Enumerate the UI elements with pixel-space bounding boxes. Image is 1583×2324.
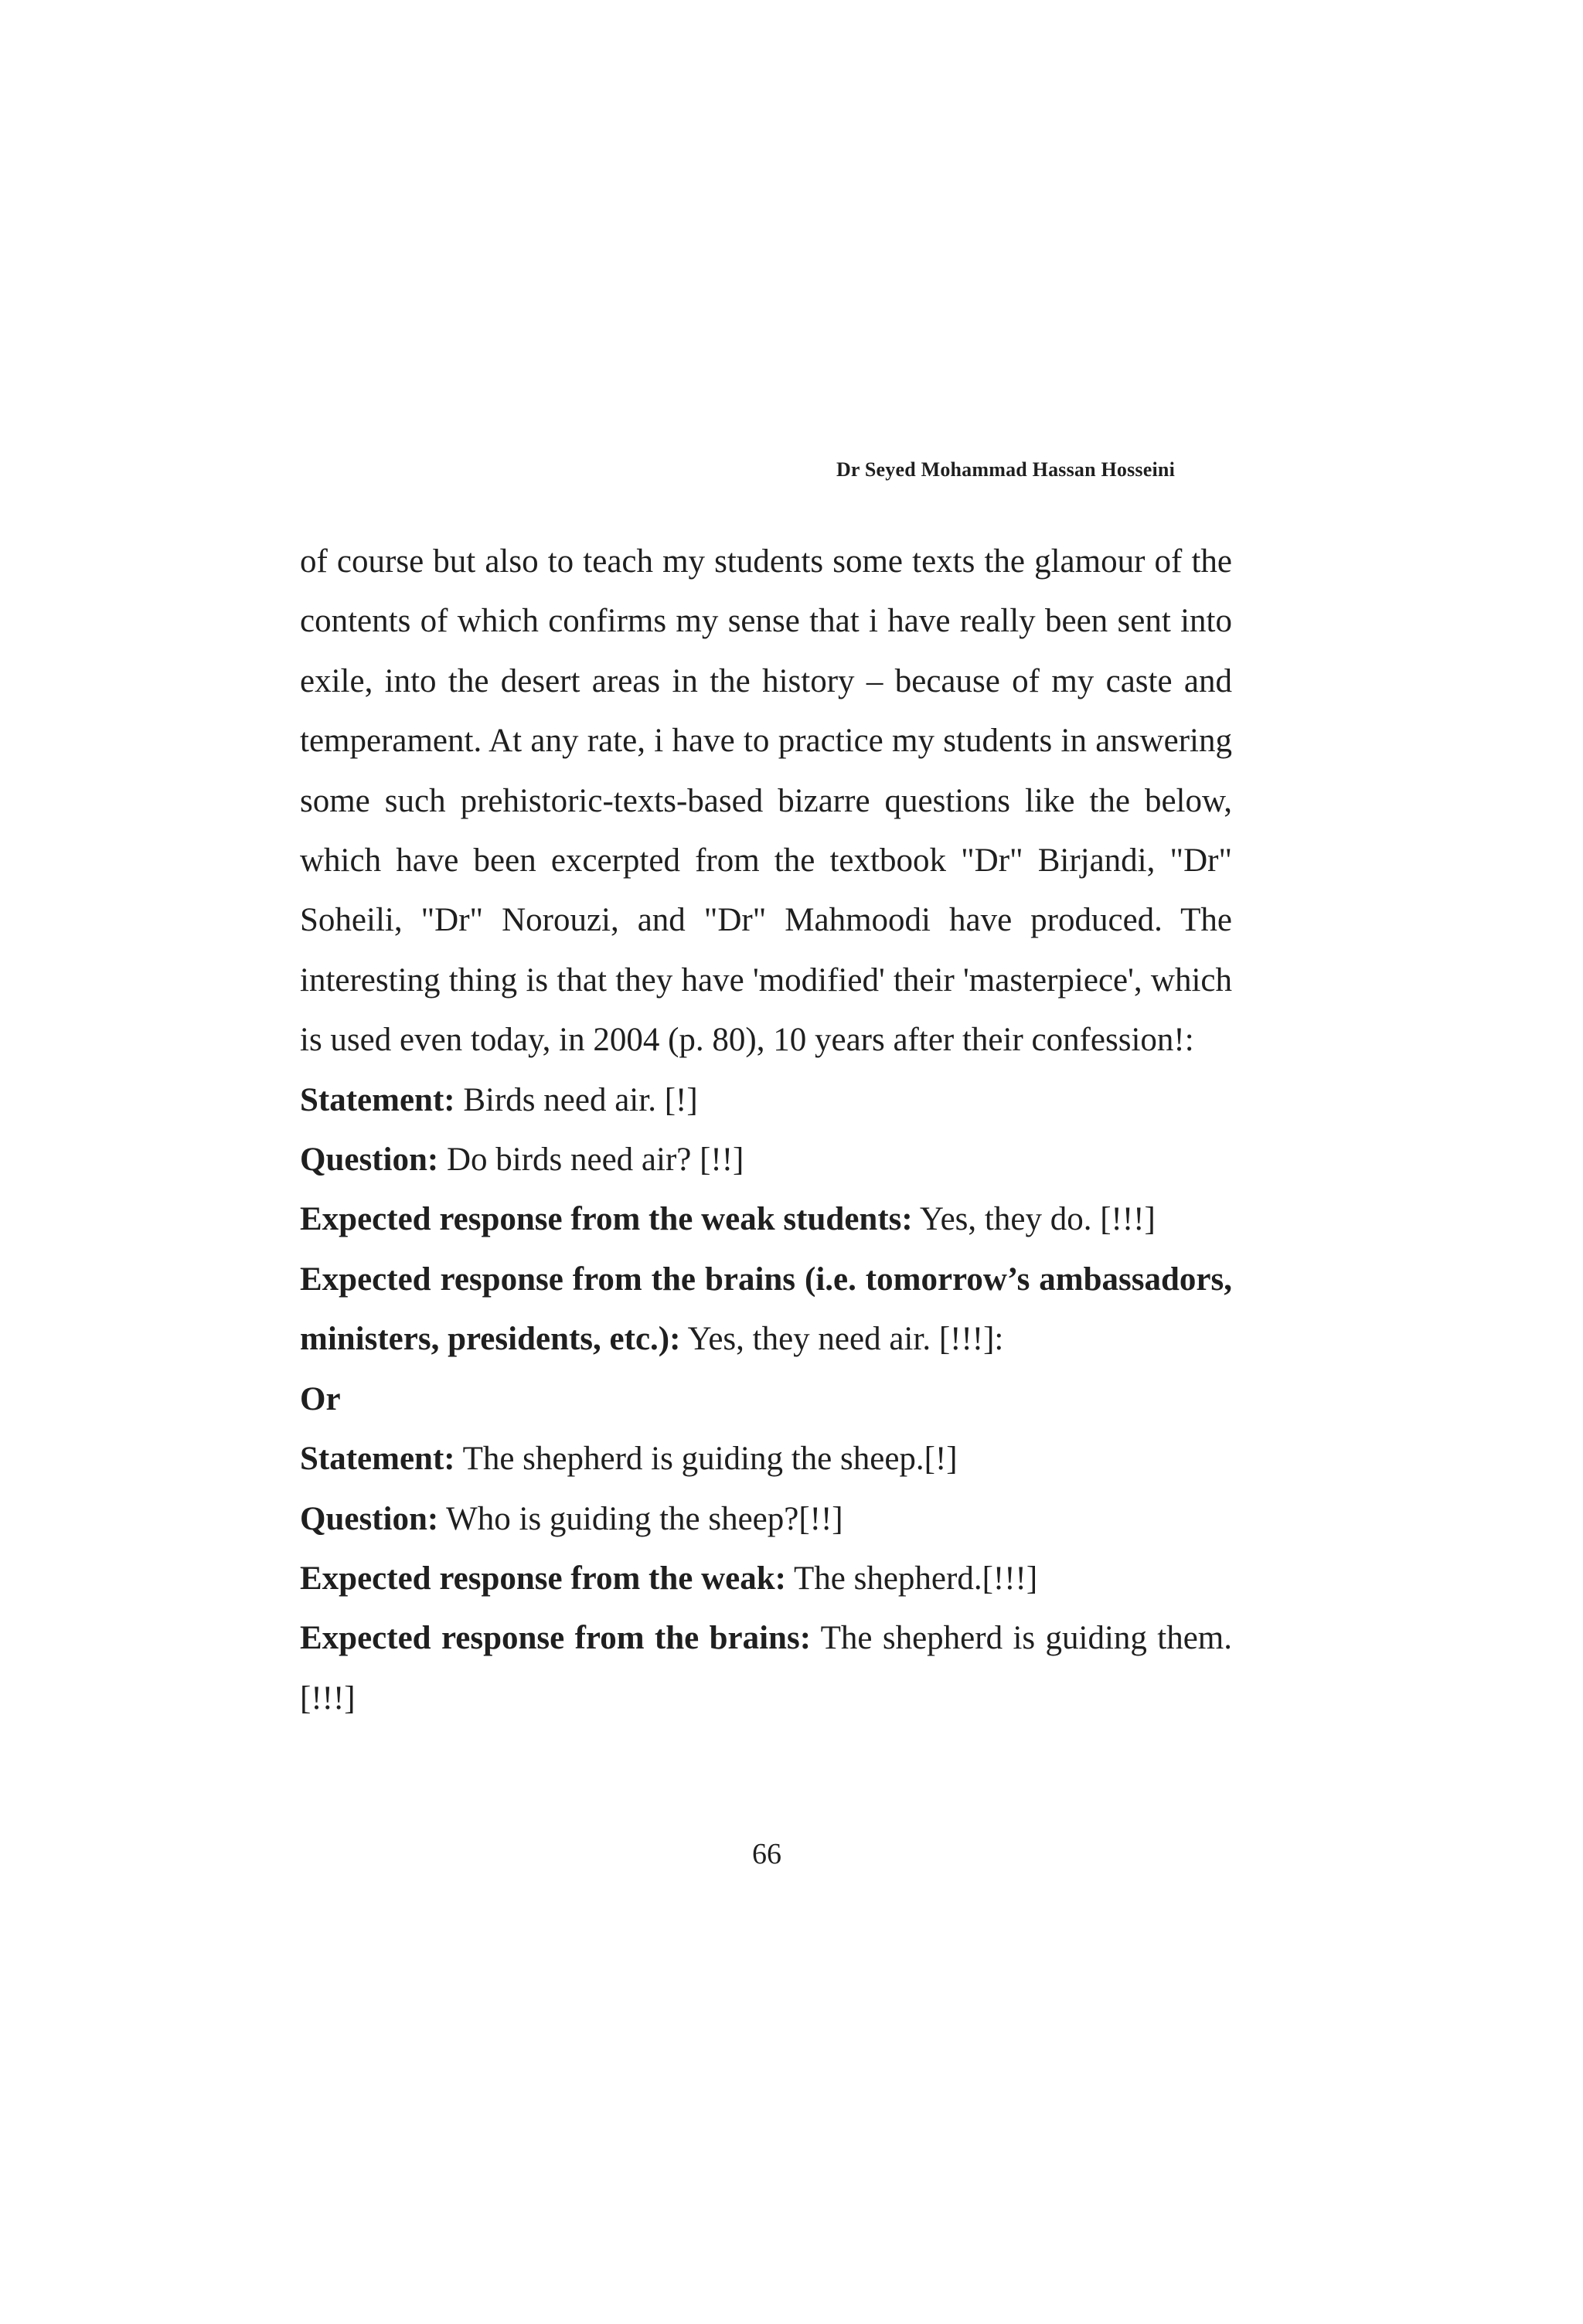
brains-response-text: Yes, they need air. [!!!]: — [680, 1321, 1004, 1358]
statement-label: Statement: — [300, 1441, 455, 1478]
question-label: Question: — [300, 1500, 439, 1537]
example1-weak-response — [300, 1189, 1232, 1249]
brains-response-text: The shepherd is guiding them.[!!!] — [300, 1620, 1232, 1717]
example1-question — [300, 1130, 1232, 1189]
brains-response-label: Expected response from the brains (i.e. tomorrow’s ambassadors, ministers, presidents, etc.): — [300, 1261, 1232, 1358]
brains-response-label: Expected response from the brains: — [300, 1620, 812, 1657]
statement-label: Statement: — [300, 1081, 455, 1118]
example2-statement — [300, 1429, 1232, 1489]
weak-response-text: The shepherd.[!!!] — [786, 1560, 1038, 1597]
question-text: Do birds need air? [!!] — [438, 1142, 744, 1179]
separator-or: Or — [300, 1380, 341, 1417]
example2-brains-response — [300, 1608, 1232, 1728]
page-number: 66 — [752, 1838, 781, 1870]
question-label: Question: — [300, 1142, 439, 1179]
example2-weak-response — [300, 1549, 1232, 1608]
intro-paragraph: of course but also to teach my students some texts the glamour of the contents of which confirms my sense that i have really been sent into exile, into the desert areas in the history – because of my caste and temperament. At any rate, i have to practice my students in answering some such prehistoric-texts-based bizarre questions like the below, which have been excerpted from the textbook "Dr" Birjandi, "Dr" Soheili, "Dr" Norouzi, and "Dr" Mahmoodi have produced. The interesting thing is that they have 'modified' their 'masterpiece', which is used even today, in 2004 (p. 80), 10 years after their confession!: — [300, 543, 1232, 1059]
weak-response-label: Expected response from the weak students: — [300, 1201, 913, 1238]
question-text: Who is guiding the sheep?[!!] — [438, 1500, 843, 1537]
example1-brains-response — [300, 1250, 1232, 1370]
example1-statement — [300, 1070, 1232, 1130]
statement-text: Birds need air. [!] — [454, 1081, 698, 1118]
body-text — [300, 532, 1232, 1728]
weak-response-text: Yes, they do. [!!!] — [912, 1201, 1156, 1238]
weak-response-label: Expected response from the weak: — [300, 1560, 787, 1597]
example2-question — [300, 1489, 1232, 1549]
running-head: Dr Seyed Mohammad Hassan Hosseini — [836, 458, 1175, 481]
statement-text: The shepherd is guiding the sheep.[!] — [454, 1441, 958, 1478]
